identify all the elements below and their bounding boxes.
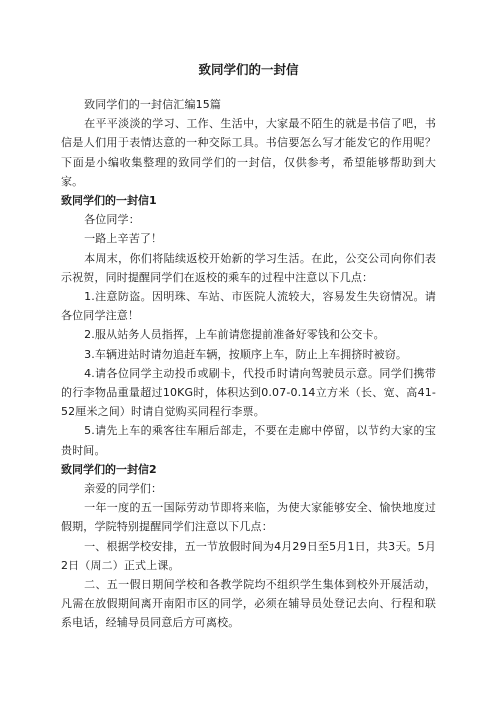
list-item: 5.请先上车的乘客往车厢后部走，不要在走廊中停留，以节约大家的宝贵时间。	[61, 424, 436, 457]
document-title: 致同学们的一封信	[198, 62, 299, 77]
section-heading-2: 致同学们的一封信2	[61, 462, 157, 476]
paragraph: 本周末，你们将陆续返校开始新的学习生活。在此，公交公司向你们表示祝贺，同时提醒同学们在返校的乘车的过程中注意以下几点：	[61, 251, 436, 284]
salutation: 亲爱的同学们：	[84, 482, 163, 496]
paragraph: 一路上辛苦了！	[84, 232, 163, 246]
paragraph: 一、根据学校安排，五一节放假时间为4月29日至5月1日，共3天。5月2日（周二）正式上课。	[61, 539, 436, 572]
intro-paragraph: 在平平淡淡的学习、工作、生活中，大家最不陌生的就是书信了吧，书信是人们用于表情达意的一种交际工具。书信要怎么写才能发它的作用呢？下面是小编收集整理的致同学们的一封信，仅供参考，希望能够帮助到大家。	[61, 117, 436, 188]
salutation: 各位同学：	[84, 213, 140, 227]
list-item: 3.车辆进站时请勿追赶车辆，按顺序上车，防止上车拥挤时被窃。	[84, 347, 408, 361]
section-heading-1: 致同学们的一封信1	[61, 194, 157, 208]
intro-subtitle: 致同学们的一封信汇编15篇	[84, 98, 222, 111]
paragraph: 一年一度的五一国际劳动节即将来临，为使大家能够安全、愉快地度过假期，学院特别提醒同学们注意以下几点：	[61, 501, 436, 534]
list-item: 4.请各位同学主动投币或刷卡，代投币时请向驾驶员示意。同学们携带的行李物品重量超过10KG时，体积达到0.07-0.14立方米（长、宽、高41-52厘米之间）时请自觉购买同程行李票。	[61, 366, 436, 419]
paragraph: 二、五一假日期间学校和各教学院均不组织学生集体到校外开展活动，凡需在放假期间离开南阳市区的同学，必须在辅导员处登记去向、行程和联系电话，经辅导员同意后方可离校。	[61, 578, 436, 630]
list-item: 1.注意防盗。因明珠、车站、市医院人流较大，容易发生失窃情况。请各位同学注意！	[61, 290, 436, 323]
list-item: 2.服从站务人员指挥，上车前请您提前准备好零钱和公交卡。	[84, 328, 385, 342]
